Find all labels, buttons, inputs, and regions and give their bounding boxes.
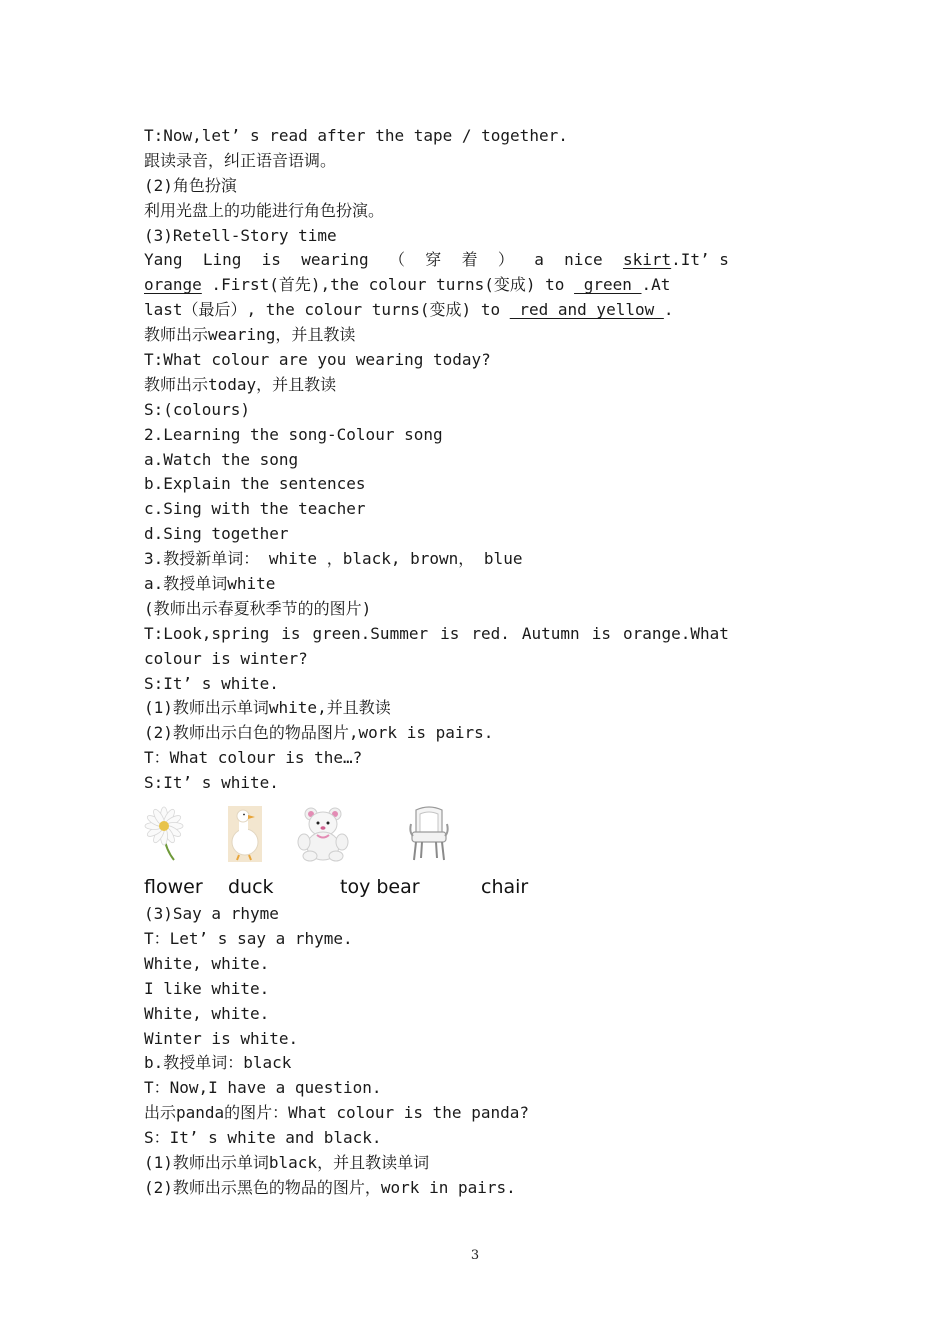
- text-line: 利用光盘上的功能进行角色扮演。: [144, 200, 385, 220]
- blank-orange: orange: [144, 275, 202, 295]
- word: orange.What: [622, 623, 729, 643]
- text-line: T：Let’ s say a rhyme.: [144, 928, 353, 948]
- white-duck-icon: [228, 806, 262, 862]
- text-line: 出示panda的图片：What colour is the panda?: [144, 1103, 529, 1123]
- word: a: [534, 250, 544, 270]
- text-line: 教师出示today，并且教读: [144, 374, 337, 394]
- daisy-flower-icon: [144, 806, 184, 862]
- rhyme-section: [144, 902, 729, 1201]
- picture-row: [144, 806, 729, 870]
- text-segment: .First(首先),the colour turns(变成) to: [201, 275, 575, 295]
- text-line: S:It’ s white.: [144, 773, 279, 793]
- word: （: [388, 250, 405, 270]
- text-segment: last（最后）, the colour turns(变成) to: [144, 300, 510, 320]
- text-line: I like white.: [144, 978, 270, 998]
- text-line: c.Sing with the teacher: [144, 499, 366, 519]
- word: wearing: [301, 250, 369, 270]
- text-line: T：Now,I have a question.: [144, 1078, 382, 1098]
- text-line: d.Sing together: [144, 524, 289, 544]
- white-chair-icon: [408, 806, 450, 862]
- text-line: b.教授单词：black: [144, 1053, 292, 1073]
- word: 着: [461, 250, 478, 270]
- caption-chair: chair: [481, 876, 529, 899]
- text-line: (1)教师出示单词white,并且教读: [144, 698, 391, 718]
- word: is: [591, 623, 611, 643]
- word: Autumn: [521, 623, 580, 643]
- word: Yang: [144, 250, 183, 270]
- text-line: S：It’ s white and black.: [144, 1128, 382, 1148]
- page-number: 3: [470, 1248, 480, 1263]
- word: 穿: [425, 250, 442, 270]
- word: is: [261, 250, 281, 270]
- text-line: (3)Say a rhyme: [144, 904, 279, 924]
- caption-toy-bear: toy bear: [340, 876, 420, 899]
- text-segment: .: [663, 300, 674, 320]
- text-line-justified: [144, 622, 729, 647]
- text-line: 2.Learning the song-Colour song: [144, 424, 443, 444]
- word: ）: [497, 250, 514, 270]
- text-line: T：What colour is the…?: [144, 748, 363, 768]
- text-line: S:It’ s white.: [144, 673, 279, 693]
- text-line: White, white.: [144, 953, 270, 973]
- word: green.Summer: [312, 623, 429, 643]
- text-line: b.Explain the sentences: [144, 474, 366, 494]
- text-line: T:What colour are you wearing today?: [144, 350, 491, 370]
- text-line: 教师出示wearing，并且教读: [144, 325, 356, 345]
- word: .It’ s: [671, 250, 729, 270]
- text-line: (1)教师出示单词black，并且教读单词: [144, 1152, 430, 1172]
- blank-green: green: [574, 275, 642, 295]
- word: is: [281, 623, 301, 643]
- retell-line-3: [144, 298, 729, 323]
- word: Ling: [202, 250, 242, 270]
- word: nice: [564, 250, 603, 270]
- teddy-bear-icon: [295, 806, 351, 862]
- blank-skirt: skirt: [622, 250, 672, 270]
- text-segment: .At: [641, 275, 671, 295]
- text-line: a.Watch the song: [144, 449, 299, 469]
- text-line: a.教授单词white: [144, 574, 276, 594]
- word: red.: [471, 623, 510, 643]
- text-line: (2)教师出示黑色的物品的图片，work in pairs.: [144, 1177, 516, 1197]
- retell-line-2: [144, 273, 729, 298]
- word-skirt-group: [623, 248, 729, 273]
- text-line: Winter is white.: [144, 1028, 299, 1048]
- text-line: colour is winter?: [144, 648, 308, 668]
- text-line: S:(colours): [144, 399, 250, 419]
- text-line: (3)Retell-Story time: [144, 225, 337, 245]
- blank-red-and-yellow: red and yellow: [509, 300, 664, 320]
- text-line: (教师出示春夏秋季节的的图片): [144, 598, 372, 618]
- text-line: (2)教师出示白色的物品图片,work is pairs.: [144, 723, 494, 743]
- text-line: (2)角色扮演: [144, 175, 237, 195]
- text-line: White, white.: [144, 1003, 270, 1023]
- retell-line-1: [144, 248, 729, 273]
- word: is: [440, 623, 460, 643]
- text-line: 3.教授新单词： white ，black, brown， blue: [144, 549, 523, 569]
- lesson-plan-text: [144, 124, 729, 1201]
- caption-duck: duck: [228, 876, 274, 899]
- caption-flower: flower: [144, 876, 203, 899]
- text-line: T:Now,let’ s read after the tape / together.: [144, 126, 568, 145]
- word: T:Look,spring: [144, 623, 270, 643]
- picture-captions: [144, 872, 729, 902]
- text-line: 跟读录音，纠正语音语调。: [144, 150, 337, 170]
